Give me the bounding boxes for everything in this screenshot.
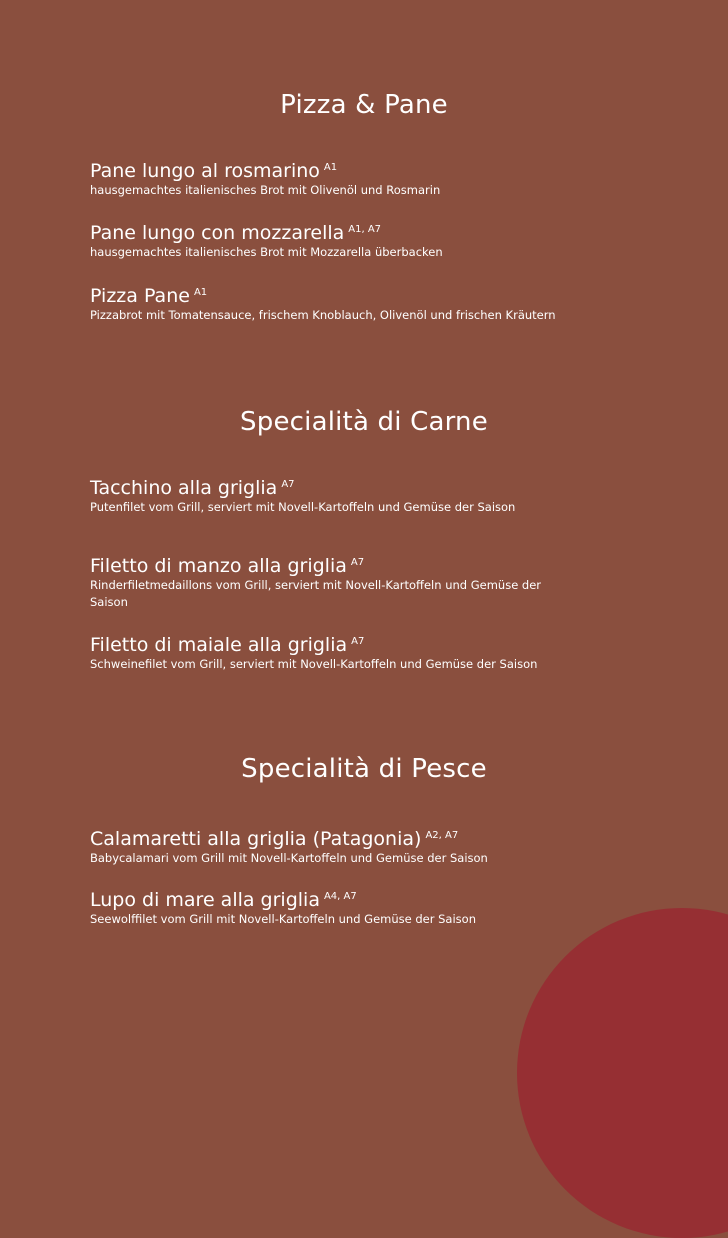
allergen-codes: A7: [351, 636, 365, 647]
item-description: Putenfilet vom Grill, serviert mit Novell-Kartoffeln und Gemüse der Saison: [90, 500, 516, 514]
allergen-codes: A7: [350, 557, 365, 568]
item-description: hausgemachtes italienisches Brot mit Olivenöl und Rosmarin: [90, 183, 441, 197]
allergen-codes: A2, A7: [425, 830, 459, 841]
allergen-codes: A1: [193, 287, 208, 298]
allergen-codes: A1, A7: [348, 224, 382, 235]
item-name: Tacchino alla griglia: [90, 477, 278, 499]
item-name: Pane lungo al rosmarino: [90, 160, 320, 182]
section-title-pesce: Specialità di Pesce: [241, 754, 487, 784]
allergen-codes: A1: [323, 162, 338, 173]
menu-item: [90, 886, 650, 928]
item-description: Rinderfiletmedaillons vom Grill, serviert mit Novell-Kartoffeln und Gemüse der Saison: [90, 578, 542, 609]
menu-item: [90, 157, 650, 199]
item-name: Lupo di mare alla griglia: [90, 889, 320, 911]
menu-item: [90, 219, 650, 261]
menu-item: [90, 282, 650, 324]
allergen-codes: A4, A7: [323, 891, 357, 902]
item-name: Filetto di manzo alla griglia: [90, 555, 347, 577]
menu-item: [90, 825, 650, 867]
item-name: Filetto di maiale alla griglia: [90, 634, 348, 656]
item-name: Calamaretti alla griglia (Patagonia): [90, 828, 422, 850]
decorative-circle: [517, 908, 728, 1238]
menu-item: [90, 631, 650, 673]
item-name: Pizza Pane: [90, 285, 190, 307]
section-title-carne: Specialità di Carne: [240, 407, 488, 437]
item-description: Pizzabrot mit Tomatensauce, frischem Knoblauch, Olivenöl und frischen Kräutern: [90, 308, 556, 322]
menu-item: [90, 474, 650, 516]
item-description: Seewolffilet vom Grill mit Novell-Kartoffeln und Gemüse der Saison: [90, 912, 476, 926]
menu-item: [90, 552, 650, 611]
item-name: Pane lungo con mozzarella: [90, 222, 345, 244]
section-title-pizza-pane: Pizza & Pane: [280, 90, 448, 120]
item-description: Babycalamari vom Grill mit Novell-Kartoffeln und Gemüse der Saison: [90, 851, 488, 865]
allergen-codes: A7: [281, 479, 295, 490]
item-description: Schweinefilet vom Grill, serviert mit Novell-Kartoffeln und Gemüse der Saison: [90, 657, 538, 671]
item-description: hausgemachtes italienisches Brot mit Mozzarella überbacken: [90, 245, 443, 259]
